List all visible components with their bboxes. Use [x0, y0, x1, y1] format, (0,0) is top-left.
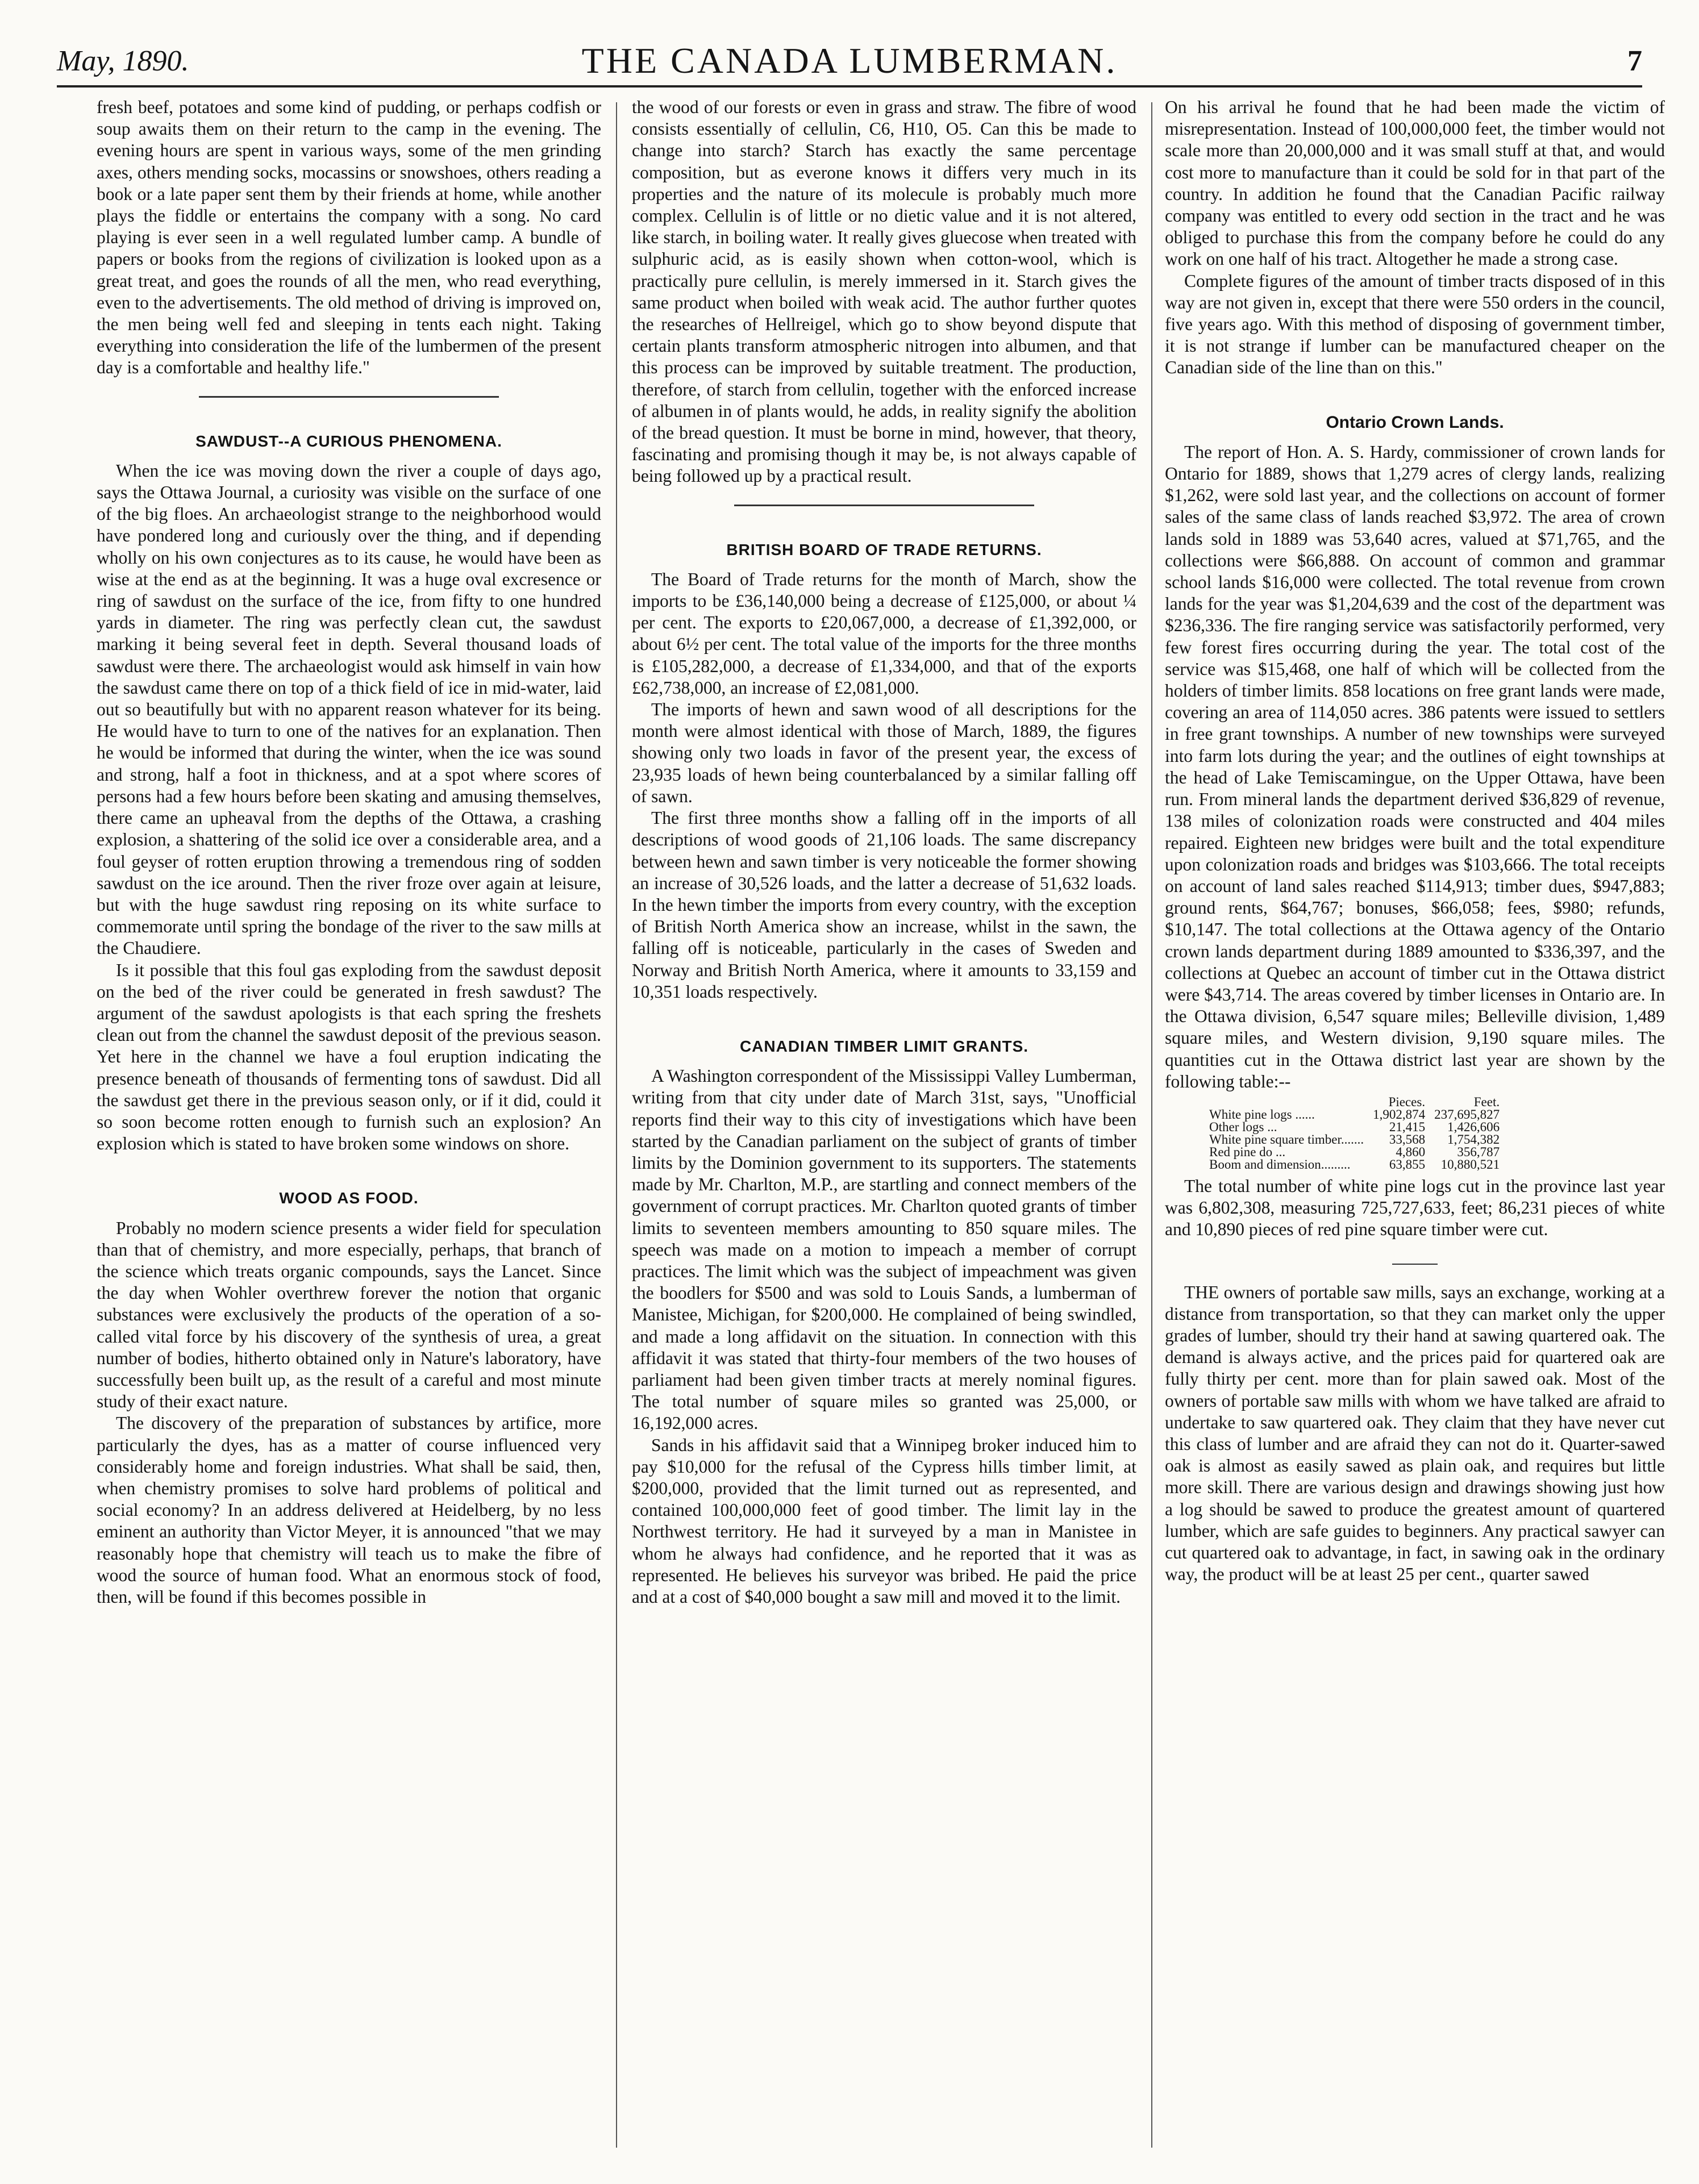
table-header-cell: Pieces. [1388, 1094, 1426, 1109]
board-of-trade-heading: BRITISH BOARD OF TRADE RETURNS. [726, 540, 1042, 558]
divider [1392, 1264, 1438, 1265]
crown-lands-paragraph-2: The total number of white pine logs cut in the province last year was 6,802,308, measuring 725,727,633, feet; 86,231 pieces of white and 10,890 pieces of red pine square timber were cut. [1165, 1176, 1665, 1240]
table-cell: 237,695,827 [1434, 1107, 1500, 1122]
table-cell: 63,855 [1389, 1157, 1426, 1172]
article-columns [97, 97, 1665, 2153]
divider [734, 505, 1034, 506]
table-cell: 1,754,382 [1447, 1132, 1500, 1147]
board-of-trade-paragraph-3: The first three months show a falling off in the imports of all descriptions of wood goods of 21,106 loads. The same discrepancy between hewn and sawn timber is very noticeable the former showing an increase of 30,526 loads, and the latter a decrease of 51,632 loads. In the hewn timber the imports from every country, with the exception of British North America show an increase, whilst in the sawn, the falling off is noticeable, particularly in the cases of Sweden and Norway and British North America, where it amounts to 33,159 and 10,351 loads respectively. [632, 808, 1136, 1002]
masthead [57, 40, 1642, 87]
wood-as-food-paragraph-2: The discovery of the preparation of substances by artifice, more particularly the dyes, has as a matter of course influenced very considerably home and foreign industries. What shall be said, then, when chemistry promises to solve hard problems of political and social economy? In an address delivered at Heidelberg, by no less eminent an authority than Victor Meyer, it is announced "that we may reasonably hope that chemistry will teach us to make the fibre of wood the source of human food. What an enormous stock of food, then, will be found if this becomes possible in [97, 1413, 601, 1607]
table-cell: White pine logs ...... [1209, 1107, 1315, 1122]
table-header-row [1205, 1096, 1504, 1108]
portable-saw-mills-paragraph: THE owners of portable saw mills, says an exchange, working at a distance from transportation, so that they can market only the upper grades of lumber, should try their hand at sawing quartered oak. The demand is always active, and the prices paid for quartered oak are fully thirty per cent. more than for plain sawed oak. Most of the owners of portable saw mills with whom we have talked are afraid to undertake to saw quartered oak. They claim that they have never cut this class of lumber and are afraid they can not do it. Quarter-sawed oak is almost as easily sawed as plain oak, and requires but little more skill. There are various design and drawings showing just how a log should be sawed to produce the greatest amount of quartered lumber, which are safe guides to beginners. Any practical sawyer can cut quartered oak to advantage, in fact, in sawing oak in the ordinary way, the product will be at least 25 per cent., quarter sawed [1165, 1282, 1665, 1585]
table-row [1205, 1146, 1504, 1158]
table-cell: 1,426,606 [1447, 1119, 1500, 1134]
column-3 [1165, 97, 1665, 2153]
table-row [1205, 1121, 1504, 1133]
page-number: 7 [1627, 45, 1642, 77]
timber-limit-grants-continued: On his arrival he found that he had been made the victim of misrepresentation. Instead of 100,000,000 feet, the timber would not scale more than 20,000,000 and it was small stuff at that, and would cost more to manufacture than it could be sold for in that part of the country. In addition he found that the Canadian Pacific railway company was entitled to every odd section in the tract and he was obliged to purchase this from the company before he could do any work on one half of his tract. Altogether he made a strong case. [1165, 97, 1665, 269]
board-of-trade-paragraph-2: The imports of hewn and sawn wood of all descriptions for the month were almost identical with those of March, 1889, the figures showing only two loads in favor of the present year, the excess of 23,935 loads of hewn being counterbalanced by a similar falling off of sawn. [632, 699, 1136, 806]
table-cell: 10,880,521 [1440, 1157, 1500, 1172]
crown-lands-paragraph-1: The report of Hon. A. S. Hardy, commissioner of crown lands for Ontario for 1889, shows that 1,279 acres of clergy lands, realizing $1,262, were sold last year, and the collections on account of former sales of the same class of lands reached $3,972. The area of crown lands sold in 1889 was 53,640 acres, valued at $71,765, and the collections were $66,888. On account of common and grammar school lands $16,000 were collected. The total revenue from crown lands for the year was $1,204,639 and the cost of the department was $236,336. The fire ranging service was satisfactorily performed, very few forest fires occurring during the year. The total cost of the service was $15,468, one half of which will be collected from the holders of timber limits. 858 locations on free grant lands were made, covering an area of 114,050 acres. 386 patents were issued to settlers in free grant townships. A number of new townships were surveyed into farm lots during the year; and the outlines of eight townships at the head of Lake Temiscamingue, on the Upper Ottawa, have been run. From mineral lands the department derived $36,829 of revenue, 138 miles of colonization roads were constructed and 404 miles repaired. Eighteen new bridges were built and the total expenditure upon colonization roads and bridges was $103,666. The total receipts on account of land sales reached $114,913; timber dues, $947,883; ground rents, $64,767; bonuses, $66,058; fees, $980; refunds, $10,147. The total collections at the Ottawa agency of the Ontario crown lands department during 1889 amounted to $336,397, and the collections at Quebec an account of timber cut in the Ottawa district were $43,714. The areas covered by timber licenses in Ontario are. In the Ottawa division, 6,547 square miles; Belleville division, 1,489 square miles, and Western division, 9,190 square miles. The quantities cut in the Ottawa district last year are shown by the following table:-- [1165, 441, 1665, 1091]
timber-limit-grants-paragraph-1: A Washington correspondent of the Mississippi Valley Lumberman, writing from that city under date of March 31st, says, "Unofficial reports find their way to this city of investigations which have been started by the Canadian parliament on the subject of grants of timber limits by the Dominion government to its supporters. The statements made by Mr. Charlton, M.P., are startling and connect members of the government of corrupt practices. Mr. Charlton quoted grants of timber limits to seventeen members amounting to 850 square miles. The speech was made on a motion to impeach a member of corrupt practices. The limit which was the subject of impeachment was given the boodlers for $500 and was sold to Louis Sands, a lumberman of Manistee, Michigan, for $200,000. He complained of being swindled, and made a long affidavit on the situation. In connection with this affidavit it was stated that thirty-four members of the two houses of parliament had been given timber tracts at merely nominal figures. The total number of square miles so granted was 25,000, or 16,192,000 acres. [632, 1066, 1136, 1433]
table-cell: 33,568 [1389, 1132, 1426, 1147]
timber-limit-grants-paragraph-2: Sands in his affidavit said that a Winnipeg broker induced him to pay $10,000 for the refusal of the Cypress hills timber limit, at $200,000, provided that the limit turned out as represented, and contained 100,000,000 feet of good timber. The limit lay in the Northwest territory. He had it surveyed by a man in Manistee in whom he always had confidence, and he reported that it was as represented. He believes his surveyor was bribed. He paid the price and at a cost of $40,000 bought a saw mill and moved it to the limit. [632, 1435, 1136, 1607]
sawdust-paragraph-2: Is it possible that this foul gas exploding from the sawdust deposit on the bed of the river could be generated in fresh sawdust? The argument of the sawdust apologists is that each spring the freshets clean out from the channel the sawdust deposit of the previous season. Yet here in the channel we have a foul eruption indicating the presence beneath of thousands of fermenting tons of sawdust. Did all the sawdust get there in the previous season only, or if it did, could it so soon become rotten enough to furnish such an explosion? An explosion which is stated to have broken some windows on shore. [97, 960, 601, 1154]
table-cell: 4,860 [1396, 1144, 1426, 1159]
wood-as-food-heading: WOOD AS FOOD. [279, 1189, 419, 1207]
table-row [1205, 1133, 1504, 1146]
crown-lands-heading: Ontario Crown Lands. [1326, 412, 1504, 432]
timber-limit-grants-heading: CANADIAN TIMBER LIMIT GRANTS. [739, 1037, 1029, 1055]
column-2 [632, 97, 1136, 2153]
timber-limit-grants-continued-2: Complete figures of the amount of timber tracts disposed of in this way are not given in, except that there were 550 orders in the council, five years ago. With this method of disposing of government timber, it is not strange if lumber can be manufactured cheaper on the Canadian side of the line than on this." [1165, 270, 1665, 378]
table-row [1205, 1108, 1504, 1121]
table-cell: Boom and dimension......... [1209, 1157, 1351, 1172]
table-cell: 1,902,874 [1373, 1107, 1426, 1122]
table-cell: Other logs ... [1209, 1119, 1277, 1134]
issue-date: May, 1890. [57, 45, 189, 77]
table-header-cell: Feet. [1473, 1094, 1500, 1109]
sawdust-paragraph-1: When the ice was moving down the river a couple of days ago, says the Ottawa Journal, a curiosity was visible on the surface of one of the big floes. An archaeologist strange to the neighborhood would have pondered long and curiously over the thing, and if depending wholly on his own conjectures as to its cause, he would have been as wise at the end as at the beginning. It was a huge oval excresence or ring of sawdust on the surface of the ice, from fifty to one hundred yards in diameter. The ring was perfectly clean cut, the sawdust marking it being several feet in depth. Several thousand loads of sawdust were there. The archaeologist would ask himself in vain how the sawdust came there on top of a thick field of ice in mid-water, laid out so beautifully but with no apparent reason whatever for its being. He would have to turn to one of the natives for an explanation. Then he would be informed that during the winter, when the ice was sound and strong, half a foot in thickness, and at a spot where scores of persons had a few hours before been skating and amusing themselves, there came an upheaval from the depths of the Ottawa, a crashing explosion, a shattering of the solid ice over a considerable area, and a foul geyser of rotten eruption throwing a tremendous ring of sodden sawdust on the ice around. Then the river froze over again at leisure, but with the huge sawdust ring reposing on its white surface to commemorate until spring the bondage of the river to the saw mills at the Chaudiere. [97, 460, 601, 958]
wood-as-food-continued: the wood of our forests or even in grass and straw. The fibre of wood consists essentially of cellulin, C6, H10, O5. Can this be made to change into starch? Starch has exactly the same percentage composition, but as everone knows it differs very much in its properties and the nature of its molecule is probably much more complex. Cellulin is of little or no dietic value and it is not altered, like starch, in boiling water. It really gives gluecose when treated with sulphuric acid, as is easily shown when cotton-wool, which is practically pure cellulin, is merely immersed in it. Starch gives the same product when boiled with weak acid. The author further quotes the researches of Hellreigel, which go to show beyond dispute that certain plants transform atmospheric nitrogen into albumen, and that this process can be improved by suitable treatment. The production, therefore, of starch from cellulin, together with the enforced increase of albumen in of plants would, he adds, in reality signify the abolition of the bread question. It must be borne in mind, however, that theory, fascinating and promising though it may be, is not always capable of being followed up by a practical result. [632, 97, 1136, 486]
column-rule [1151, 102, 1152, 2148]
table-row [1205, 1158, 1504, 1171]
column-1 [97, 97, 601, 2153]
table-cell: 21,415 [1389, 1119, 1426, 1134]
newspaper-title: THE CANADA LUMBERMAN. [581, 40, 1118, 81]
column-rule [616, 102, 617, 2148]
table-header-cell [1205, 1096, 1368, 1108]
wood-as-food-paragraph-1: Probably no modern science presents a wider field for speculation than that of chemistry, and more especially, perhaps, that branch of the science which treats organic compounds, says the Lancet. Since the day when Wohler overthrew forever the notion that organic substances were exclusively the products of the operation of a so-called vital force by his discovery of the synthesis of urea, a great number of bodies, hitherto obtained only in Nature's laboratory, have successfully been built up, as the result of a careful and most minute study of their exact nature. [97, 1218, 601, 1412]
table-cell: Red pine do ... [1209, 1144, 1286, 1159]
timber-cut-table [1205, 1096, 1504, 1171]
board-of-trade-paragraph-1: The Board of Trade returns for the month of March, show the imports to be £36,140,000 being a decrease of £125,000, or about ¼ per cent. The exports to £20,067,000, a decrease of £1,392,000, or about 6½ per cent. The total value of the imports for the three months is £105,282,000, a decrease of £1,334,000, and that of the exports £62,738,000, an increase of £2,081,000. [632, 569, 1136, 698]
table-cell: White pine square timber....... [1209, 1132, 1364, 1147]
camp-life-continued-paragraph: fresh beef, potatoes and some kind of pudding, or perhaps codfish or soup awaits them on their return to the camp in the evening. The evening hours are spent in various ways, some of the men grinding axes, others mending socks, mocassins or snowshoes, others reading a book or a late paper sent them by their friends at home, while another plays the fiddle or entertains the company with a song. No card playing is ever seen in a well regulated lumber camp. A bundle of papers or books from the regions of civilization is looked upon as a great treat, and goes the rounds of all the men, who read everything, even to the advertisements. The old method of driving is improved on, the men being well fed and sleeping in tents each night. Taking everything into consideration the life of the lumbermen of the present day is a comfortable and healthy life." [97, 97, 601, 378]
divider [199, 396, 499, 398]
sawdust-heading: SAWDUST--A CURIOUS PHENOMENA. [195, 432, 502, 450]
table-cell: 356,787 [1457, 1144, 1500, 1159]
